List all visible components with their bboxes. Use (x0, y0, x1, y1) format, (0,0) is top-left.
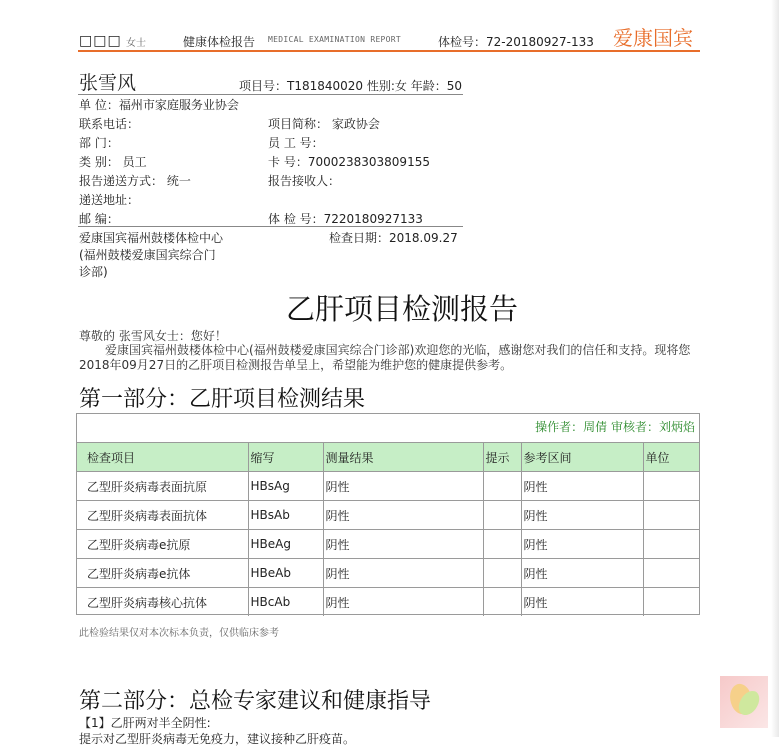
cell-unit (643, 530, 699, 559)
table-row (77, 530, 699, 559)
greeting: 尊敬的 张雪风女士：您好！ (79, 329, 227, 343)
cell-hint (483, 588, 521, 617)
dept-field: 部 门： (79, 136, 119, 150)
col-header-reference: 参考区间 (521, 443, 643, 472)
cell-abbr: HBeAb (248, 559, 323, 588)
cell-item: 乙型肝炎病毒e抗体 (77, 559, 248, 588)
cell-reference: 阴性 (521, 472, 643, 501)
operator-line: 操作者：周倩 审核者：刘炳焰 (535, 420, 695, 434)
cell-hint (483, 501, 521, 530)
cell-hint (483, 530, 521, 559)
corner-logo-icon (720, 676, 768, 728)
table-row (77, 588, 699, 617)
cell-result: 阴性 (323, 559, 483, 588)
exam-date: 检查日期：2018.09.27 (329, 231, 458, 245)
cell-reference: 阴性 (521, 501, 643, 530)
report-title-en: MEDICAL EXAMINATION REPORT (268, 35, 402, 44)
brand-logo-text: 爱康国宾 (613, 26, 693, 50)
table-row (77, 559, 699, 588)
advice-item-1-detail: 提示对乙型肝炎病毒无免疫力，建议接种乙肝疫苗。 (79, 732, 356, 746)
cell-unit (643, 588, 699, 617)
col-header-abbr: 缩写 (248, 443, 323, 472)
patient-name: 张雪风 (79, 72, 137, 94)
table-row (77, 472, 699, 501)
advice-item-1: 【1】乙肝两对半全阴性: (79, 716, 211, 730)
cell-result: 阴性 (323, 530, 483, 559)
card-no-field: 卡 号：7000238303809155 (268, 155, 430, 169)
cell-item: 乙型肝炎病毒表面抗体 (77, 501, 248, 530)
unit-field: 单 位：福州市家庭服务业协会 (79, 98, 239, 112)
salutation: 女士 (126, 38, 146, 49)
section2-title: 第二部分：总检专家建议和健康指导 (79, 689, 432, 714)
info-top-rule (78, 94, 463, 95)
category-field: 类 别： 员工 (79, 155, 147, 169)
receiver-field: 报告接收人： (268, 174, 341, 188)
header-divider (78, 50, 700, 52)
cell-result: 阴性 (323, 588, 483, 617)
contact-field: 联系电话： (79, 117, 140, 131)
table-row (77, 501, 699, 530)
results-table (77, 442, 699, 616)
section1-title: 第一部分：乙肝项目检测结果 (79, 387, 366, 412)
cell-abbr: HBcAb (248, 588, 323, 617)
report-title: 乙肝项目检测报告 (286, 292, 519, 326)
col-header-result: 测量结果 (323, 443, 483, 472)
cell-abbr: HBsAg (248, 472, 323, 501)
cell-reference: 阴性 (521, 559, 643, 588)
intro-paragraph: 爱康国宾福州鼓楼体检中心(福州鼓楼爱康国宾综合门诊部)欢迎您的光临，感谢您对我们的信任和支持。现将您2018年09月27日的乙肝项目检测报告单呈上，希望能为维护您的健康提供参考。 (79, 343, 691, 372)
cell-hint (483, 472, 521, 501)
employee-no-field: 员 工 号： (268, 136, 324, 150)
info-bottom-rule (78, 226, 463, 227)
cell-unit (643, 559, 699, 588)
cell-item: 乙型肝炎病毒核心抗体 (77, 588, 248, 617)
exam-id-field: 体 检 号：7220180927133 (268, 212, 423, 226)
page-edge (771, 0, 779, 737)
center-name-line1: 爱康国宾福州鼓楼体检中心 (79, 231, 224, 245)
cell-item: 乙型肝炎病毒表面抗原 (77, 472, 248, 501)
cell-result: 阴性 (323, 501, 483, 530)
address-field: 递送地址： (79, 193, 140, 207)
results-table-box (76, 413, 700, 615)
center-name-line3: 诊部) (79, 265, 108, 279)
cell-unit (643, 501, 699, 530)
cell-abbr: HBeAg (248, 530, 323, 559)
item-line: 项目号：T181840020 性别:女 年龄：50 (239, 79, 462, 93)
postcode-field: 邮 编： (79, 212, 119, 226)
cell-reference: 阴性 (521, 588, 643, 617)
report-title-cn: 健康体检报告 (183, 35, 256, 49)
patient-name-placeholder: □□□ (79, 33, 122, 49)
project-short-field: 项目简称： 家政协会 (268, 117, 380, 131)
cell-abbr: HBsAb (248, 501, 323, 530)
col-header-item: 检查项目 (77, 443, 248, 472)
cell-item: 乙型肝炎病毒e抗原 (77, 530, 248, 559)
col-header-unit: 单位 (643, 443, 699, 472)
center-name-line2: (福州鼓楼爱康国宾综合门 (79, 248, 216, 262)
exam-number: 体检号：72-20180927-133 (438, 35, 594, 49)
cell-result: 阴性 (323, 472, 483, 501)
disclaimer-note: 此检验结果仅对本次标本负责，仅供临床参考 (79, 628, 279, 639)
table-header-row (77, 443, 699, 472)
cell-reference: 阴性 (521, 530, 643, 559)
cell-hint (483, 559, 521, 588)
cell-unit (643, 472, 699, 501)
col-header-hint: 提示 (483, 443, 521, 472)
delivery-field: 报告递送方式： 统一 (79, 174, 191, 188)
